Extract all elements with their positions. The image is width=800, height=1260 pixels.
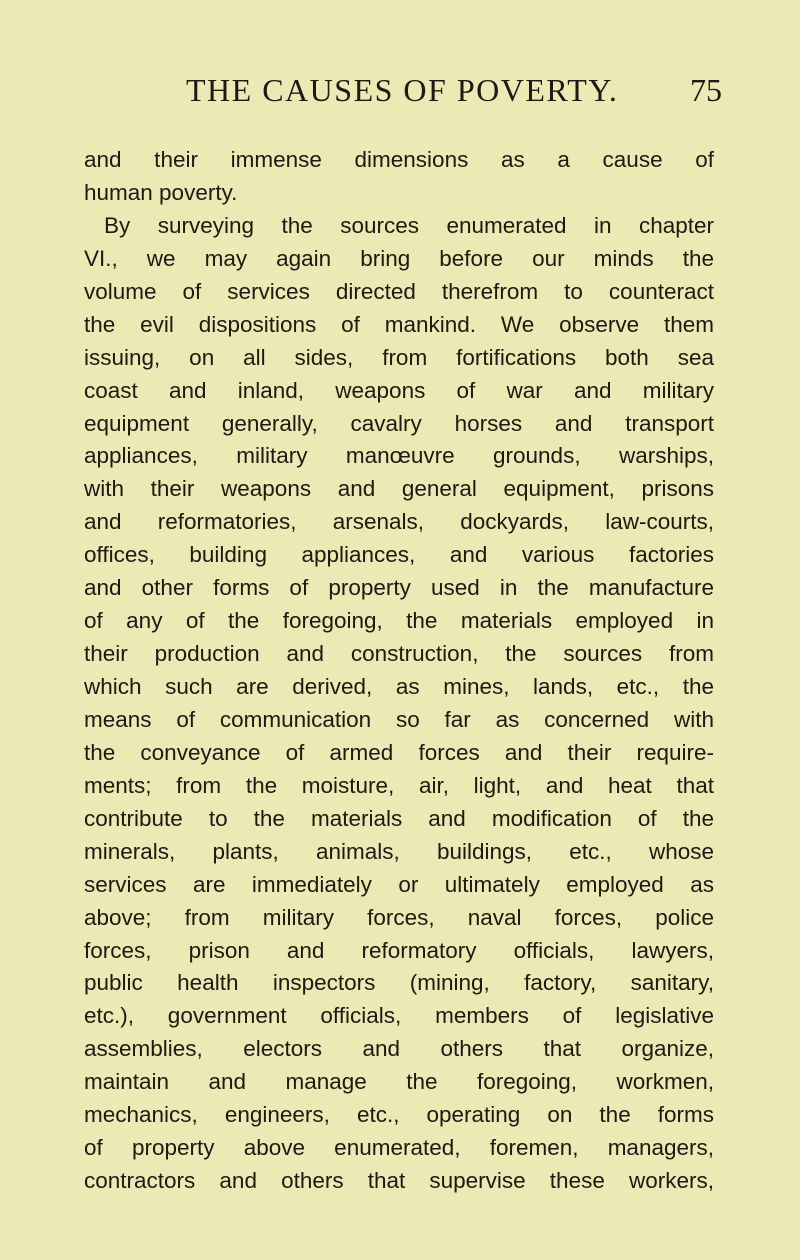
text-line: above; from military forces, naval forces, police xyxy=(84,904,714,930)
text-line: public health inspectors (mining, factory, sanitary, xyxy=(84,970,714,996)
text-line: equipment generally, cavalry horses and transport xyxy=(84,410,714,436)
text-line: ments; from the moisture, air, light, and heat that xyxy=(84,772,714,798)
text-line: and their immense dimensions as a cause of xyxy=(84,147,714,172)
text-line: and reformatories, arsenals, dockyards, law-courts, xyxy=(84,509,714,535)
text-line: and other forms of property used in the manufacture xyxy=(84,575,714,601)
text-line: services are immediately or ultimately employed as xyxy=(84,871,714,897)
text-line: contractors and others that supervise these workers, xyxy=(84,1168,714,1194)
text-line: By surveying the sources enumerated in chapter xyxy=(104,212,714,238)
text-line: contribute to the materials and modification of the xyxy=(84,805,714,831)
text-line: forces, prison and reformatory officials, lawyers, xyxy=(84,937,714,963)
text-line: with their weapons and general equipment, prisons xyxy=(84,476,714,502)
body-text xyxy=(84,144,714,1198)
text-line: of any of the foregoing, the materials employed in xyxy=(84,608,714,634)
text-line: of property above enumerated, foremen, managers, xyxy=(84,1135,714,1161)
text-line: mechanics, engineers, etc., operating on the forms xyxy=(84,1102,714,1128)
text-line: issuing, on all sides, from fortifications both sea xyxy=(84,344,714,370)
text-line: the conveyance of armed forces and their require- xyxy=(84,739,714,765)
running-head xyxy=(0,70,800,114)
running-title: THE CAUSES OF POVERTY. xyxy=(186,72,619,108)
text-line: means of communication so far as concerned with xyxy=(84,706,714,732)
text-line: the evil dispositions of mankind. We observe them xyxy=(84,311,714,337)
text-line: their production and construction, the sources from xyxy=(84,641,714,667)
text-line: maintain and manage the foregoing, workmen, xyxy=(84,1069,714,1095)
text-line: appliances, military manœuvre grounds, warships, xyxy=(84,443,714,469)
text-line: assemblies, electors and others that organize, xyxy=(84,1036,714,1062)
text-line: minerals, plants, animals, buildings, etc., whose xyxy=(84,838,714,864)
text-line: human poverty. xyxy=(84,179,238,205)
text-line: etc.), government officials, members of legislative xyxy=(84,1003,714,1029)
text-line: coast and inland, weapons of war and military xyxy=(84,377,714,403)
text-line: volume of services directed therefrom to counteract xyxy=(84,278,714,304)
page-number: 75 xyxy=(690,72,722,108)
text-line: which such are derived, as mines, lands, etc., the xyxy=(84,674,714,699)
text-line: offices, building appliances, and various factories xyxy=(84,542,714,568)
text-line: VI., we may again bring before our minds the xyxy=(84,245,714,271)
